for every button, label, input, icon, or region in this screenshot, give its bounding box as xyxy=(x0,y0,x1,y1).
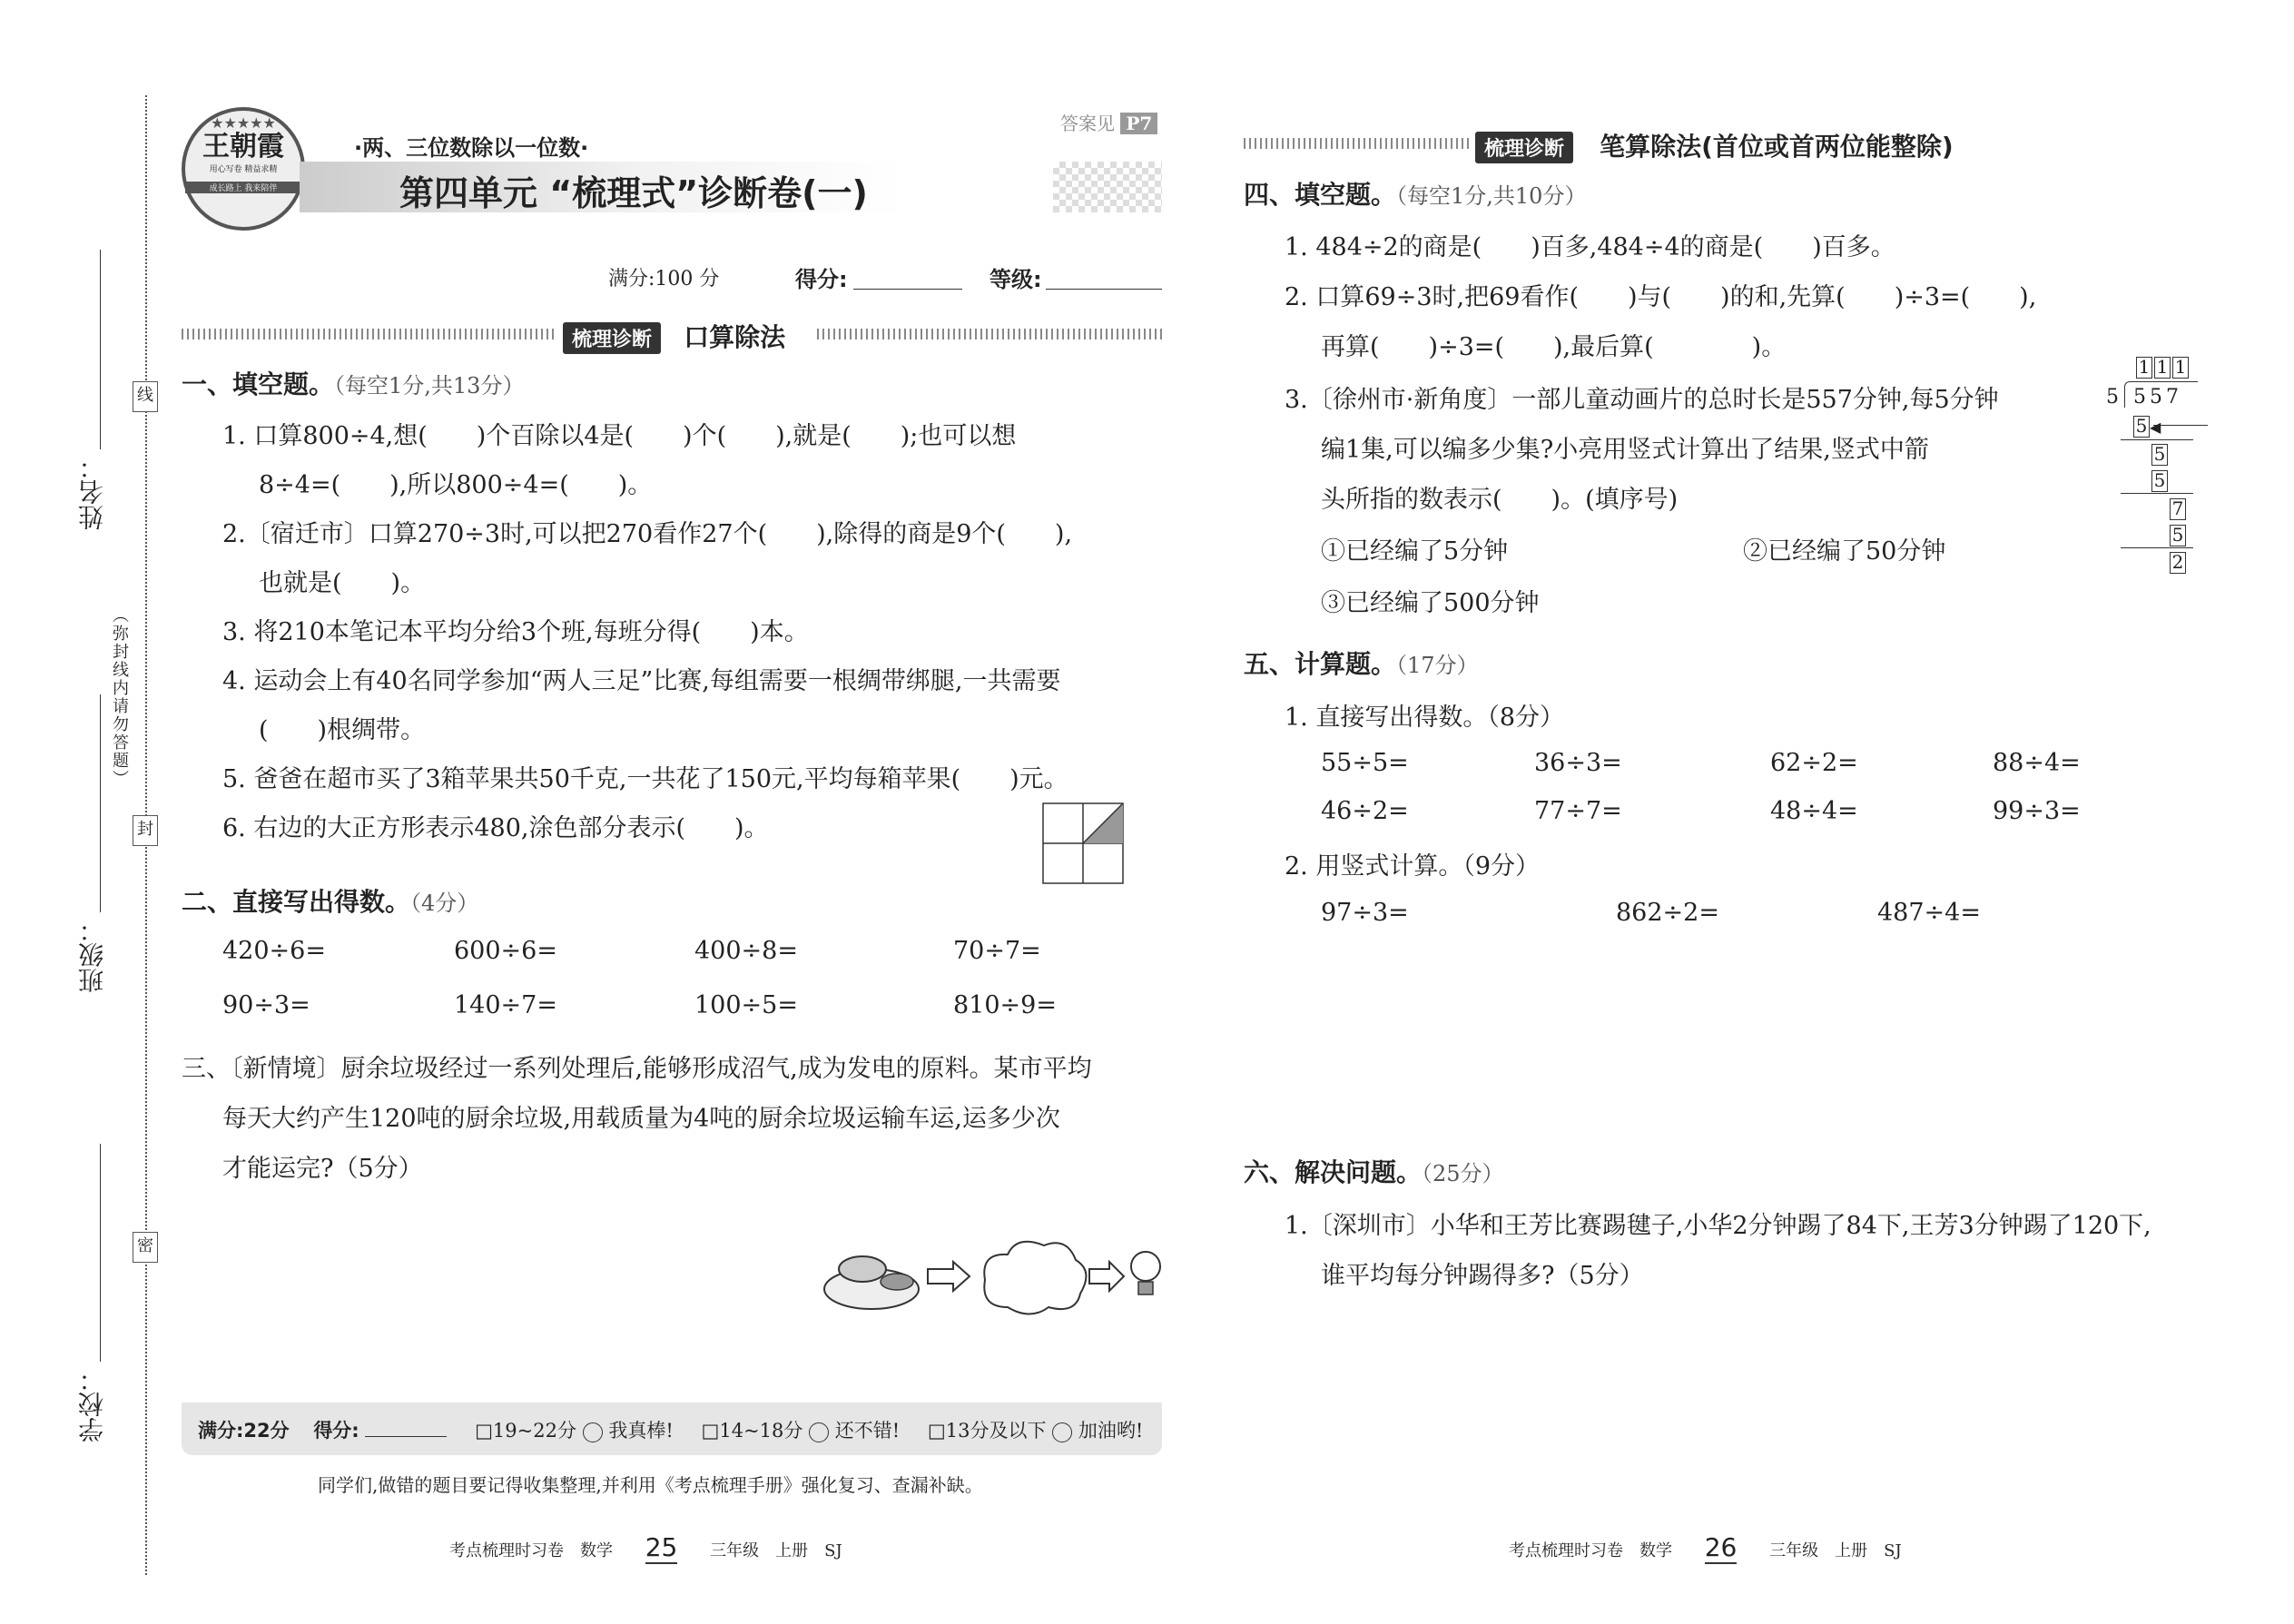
score-label: 得分: xyxy=(795,267,848,292)
class-field[interactable] xyxy=(100,694,101,912)
section-2-heading xyxy=(182,882,478,919)
topic-title-left: 口算除法 xyxy=(684,322,786,352)
vd-rule-2 xyxy=(2121,493,2193,494)
page-footer-right-right: 三年级 上册 SJ xyxy=(1769,1541,1902,1560)
s2-r2-c3: 100÷5= xyxy=(694,991,798,1019)
name-field[interactable] xyxy=(100,250,101,449)
score-footer-content xyxy=(198,1416,1143,1443)
light-bulb-icon xyxy=(1131,1252,1160,1281)
section-5-title: 五、计算题。 xyxy=(1244,649,1397,679)
vd-step-4: 7 xyxy=(2170,498,2186,520)
s2-r2-c1: 90÷3= xyxy=(222,991,310,1019)
section-1-heading xyxy=(182,365,524,401)
section-5-heading xyxy=(1244,645,1479,681)
topic-rule-left-a xyxy=(182,329,554,340)
section-6-title: 六、解决问题。 xyxy=(1244,1157,1423,1187)
score-field[interactable] xyxy=(853,289,962,290)
school-label: 学校： xyxy=(77,1366,107,1442)
arrow-left-head: ◀ xyxy=(2150,418,2161,436)
checker-pattern xyxy=(1053,162,1162,212)
section-2-note: （4分） xyxy=(410,891,479,916)
s2-r1-c3: 400÷8= xyxy=(694,937,798,965)
s5-r1-c2: 36÷3= xyxy=(1534,749,1622,777)
section-2-title: 二、直接写出得数。 xyxy=(182,887,411,917)
footer-opt1[interactable]: □19~22分 xyxy=(475,1420,576,1442)
s5-sub-1: 1. 直接写出得数。（8分） xyxy=(1285,704,1565,732)
answer-ref-label: 答案见 xyxy=(1060,113,1115,134)
footer-full-score: 满分:22分 xyxy=(198,1420,290,1442)
s1-line-1: 1. 口算800÷4,想( )个百除以4是( )个( ),就是( );也可以想 xyxy=(222,422,1017,450)
brand-name: 王朝霞 xyxy=(202,131,284,162)
light-bulb-base xyxy=(1138,1282,1153,1294)
vd-step-6: 2 xyxy=(2170,552,2186,574)
s4-line-2: 2. 口算69÷3时,把69看作( )与( )的和,先算( )÷3=( ), xyxy=(1285,283,2037,311)
s5-r3-c1: 97÷3= xyxy=(1321,899,1409,927)
seal-char-line: 线 xyxy=(133,381,158,412)
page-footer-right-text: 考点梳理时习卷 数学 xyxy=(1509,1541,1672,1560)
section-1-title: 一、填空题。 xyxy=(182,369,335,399)
s4-line-3: 再算( )÷3=( ),最后算( )。 xyxy=(1321,333,1787,361)
arrow-2-icon xyxy=(1089,1262,1124,1291)
answer-ref xyxy=(1060,109,1157,135)
s1-line-5: 3. 将210本笔记本平均分给3个班,每班分得( )本。 xyxy=(222,618,809,646)
vd-step-3: 5 xyxy=(2151,470,2168,492)
s1-line-3: 2.〔宿迁市〕口算270÷3时,可以把270看作27个( ),除得的商是9个( ), xyxy=(222,520,1073,548)
section-5-note: （17分） xyxy=(1396,653,1479,678)
section-6-note: （25分） xyxy=(1422,1161,1504,1186)
section-4-title: 四、填空题。 xyxy=(1244,180,1397,210)
s3-line-1: 三、〔新情境〕厨余垃圾经过一系列处理后,能够形成沼气,成为发电的原料。某市平均 xyxy=(182,1055,1092,1083)
page-footer-left-text: 考点梳理时习卷 数学 xyxy=(449,1541,613,1560)
food-waste-bowl xyxy=(839,1256,886,1282)
section-4-note: （每空1分,共10分） xyxy=(1396,183,1587,209)
unit-subtitle: ·两、三位数除以一位数· xyxy=(354,135,589,161)
page-number-right: 26 xyxy=(1704,1532,1738,1562)
smile-icon-2 xyxy=(809,1422,829,1442)
full-score: 满分:100 分 xyxy=(608,268,720,290)
s6-line-2: 谁平均每分钟踢得多?（5分） xyxy=(1321,1262,1644,1290)
s1-line-9: 6. 右边的大正方形表示480,涂色部分表示( )。 xyxy=(222,814,769,842)
s4-option-1: ①已经编了5分钟 xyxy=(1321,537,1509,566)
vd-quotient-1: 1 xyxy=(2136,357,2152,379)
s3-line-3: 才能运完?（5分） xyxy=(222,1155,423,1183)
topic-title-right: 笔算除法(首位或首两位能整除) xyxy=(1600,132,1954,162)
s2-r1-c4: 70÷7= xyxy=(953,937,1041,965)
page-number-left: 25 xyxy=(645,1532,678,1562)
s1-line-7: ( )根绸带。 xyxy=(259,716,426,744)
s2-r2-c2: 140÷7= xyxy=(454,991,557,1019)
page-footer-left-right: 三年级 上册 SJ xyxy=(710,1541,842,1560)
topic-rule-left-b xyxy=(817,329,1162,340)
grade-label: 等级: xyxy=(989,267,1042,292)
class-label: 班级： xyxy=(77,917,107,993)
vd-dividend: 557 xyxy=(2133,386,2182,408)
vd-step-5: 5 xyxy=(2170,525,2186,546)
brand-stars: ★★★★★ xyxy=(211,114,276,132)
footer-opt3-text: 加油哟! xyxy=(1078,1420,1144,1442)
smile-icon-1 xyxy=(583,1422,603,1442)
s4-line-6: 头所指的数表示( )。(填序号) xyxy=(1321,486,1679,514)
biogas-cloud xyxy=(984,1242,1086,1314)
s1-line-8: 5. 爸爸在超市买了3箱苹果共50千克,一共花了150元,平均每箱苹果( )元。 xyxy=(222,765,1068,793)
s5-sub-2: 2. 用竖式计算。（9分） xyxy=(1285,852,1541,881)
s2-r1-c2: 600÷6= xyxy=(454,937,557,965)
vd-step-2: 5 xyxy=(2151,444,2168,466)
school-field[interactable] xyxy=(100,1144,101,1362)
s5-r3-c3: 487÷4= xyxy=(1877,899,1981,927)
brand-logo xyxy=(182,107,305,231)
topic-bar-left xyxy=(563,318,785,354)
page-footer-right xyxy=(1509,1532,1902,1562)
seal-char-seal: 封 xyxy=(133,815,158,846)
vd-quotient-3: 1 xyxy=(2172,357,2189,379)
arrow-1-icon xyxy=(928,1262,970,1291)
footer-score-field[interactable] xyxy=(365,1436,447,1437)
food-waste-fish xyxy=(881,1274,913,1290)
seal-note: （弥封线内请勿答题） xyxy=(110,606,129,788)
footer-opt2[interactable]: □14~18分 xyxy=(701,1420,803,1442)
s2-r2-c4: 810÷9= xyxy=(953,991,1057,1019)
vd-divisor: 5 xyxy=(2106,386,2119,408)
topic-tag-left: 梳理诊断 xyxy=(563,322,661,354)
s1-line-4: 也就是( )。 xyxy=(259,569,426,597)
s5-r2-c1: 46÷2= xyxy=(1321,797,1409,825)
s5-r1-c1: 55÷5= xyxy=(1321,749,1409,777)
page-title: 第四单元 “梳理式”诊断卷(一) xyxy=(399,173,868,213)
s5-r2-c3: 48÷4= xyxy=(1770,797,1858,825)
footer-note: 同学们,做错的题目要记得收集整理,并利用《考点梳理手册》强化复习、查漏补缺。 xyxy=(318,1474,983,1496)
brand-slogan-2: 成长路上 我来陪伴 xyxy=(185,182,301,193)
section-6-heading xyxy=(1244,1153,1504,1189)
topic-tag-right: 梳理诊断 xyxy=(1475,132,1573,163)
s5-r1-c4: 88÷4= xyxy=(1993,749,2081,777)
brand-slogan-1: 用心写卷 精益求精 xyxy=(209,165,278,174)
name-label: 姓名： xyxy=(77,454,107,530)
s5-r2-c4: 99÷3= xyxy=(1993,797,2081,825)
seal-char-secret: 密 xyxy=(133,1232,158,1263)
arrow-left-icon xyxy=(2153,425,2208,426)
vd-rule-3 xyxy=(2121,547,2193,548)
grade-field[interactable] xyxy=(1046,289,1162,290)
s1-line-6: 4. 运动会上有40名同学参加“两人三足”比赛,每组需要一根绸带绑腿,一共需要 xyxy=(222,667,1061,695)
smile-icon-3 xyxy=(1052,1422,1072,1442)
topic-rule-right xyxy=(1244,138,1471,149)
s6-line-1: 1.〔深圳市〕小华和王芳比赛踢毽子,小华2分钟踢了84下,王芳3分钟踢了120下, xyxy=(1285,1212,2151,1240)
section-1-note: （每空1分,共13分） xyxy=(334,373,525,399)
s4-line-5: 编1集,可以编多少集?小亮用竖式计算出了结果,竖式中箭 xyxy=(1321,436,1929,464)
page-footer-left xyxy=(449,1532,842,1562)
footer-opt2-text: 还不错! xyxy=(834,1420,901,1442)
footer-opt3[interactable]: □13分及以下 xyxy=(927,1420,1047,1442)
footer-score-label: 得分: xyxy=(313,1420,359,1442)
s1-line-2: 8÷4=( ),所以800÷4=( )。 xyxy=(259,471,653,499)
square-diagram xyxy=(1042,802,1126,886)
topic-bar-right xyxy=(1475,127,1954,163)
s4-line-1: 1. 484÷2的商是( )百多,484÷4的商是( )百多。 xyxy=(1285,233,1895,261)
s4-option-2: ②已经编了50分钟 xyxy=(1743,537,1946,566)
footer-opt1-text: 我真棒! xyxy=(608,1420,674,1442)
s5-r2-c2: 77÷7= xyxy=(1534,797,1622,825)
s5-r3-c2: 862÷2= xyxy=(1616,899,1719,927)
vd-rule-1 xyxy=(2121,439,2193,440)
vd-quotient-2: 1 xyxy=(2154,357,2171,379)
section-4-heading xyxy=(1244,175,1586,212)
s4-line-4: 3.〔徐州市·新角度〕一部儿童动画片的总时长是557分钟,每5分钟 xyxy=(1285,386,1999,414)
s4-option-3: ③已经编了500分钟 xyxy=(1321,589,1540,617)
waste-to-power-illustration xyxy=(817,1216,1162,1325)
answer-ref-page: P7 xyxy=(1120,113,1157,134)
s3-line-2: 每天大约产生120吨的厨余垃圾,用载质量为4吨的厨余垃圾运输车运,运多少次 xyxy=(222,1105,1060,1133)
vd-step-1: 5 xyxy=(2133,416,2150,438)
s5-r1-c3: 62÷2= xyxy=(1770,749,1858,777)
s2-r1-c1: 420÷6= xyxy=(222,937,326,965)
